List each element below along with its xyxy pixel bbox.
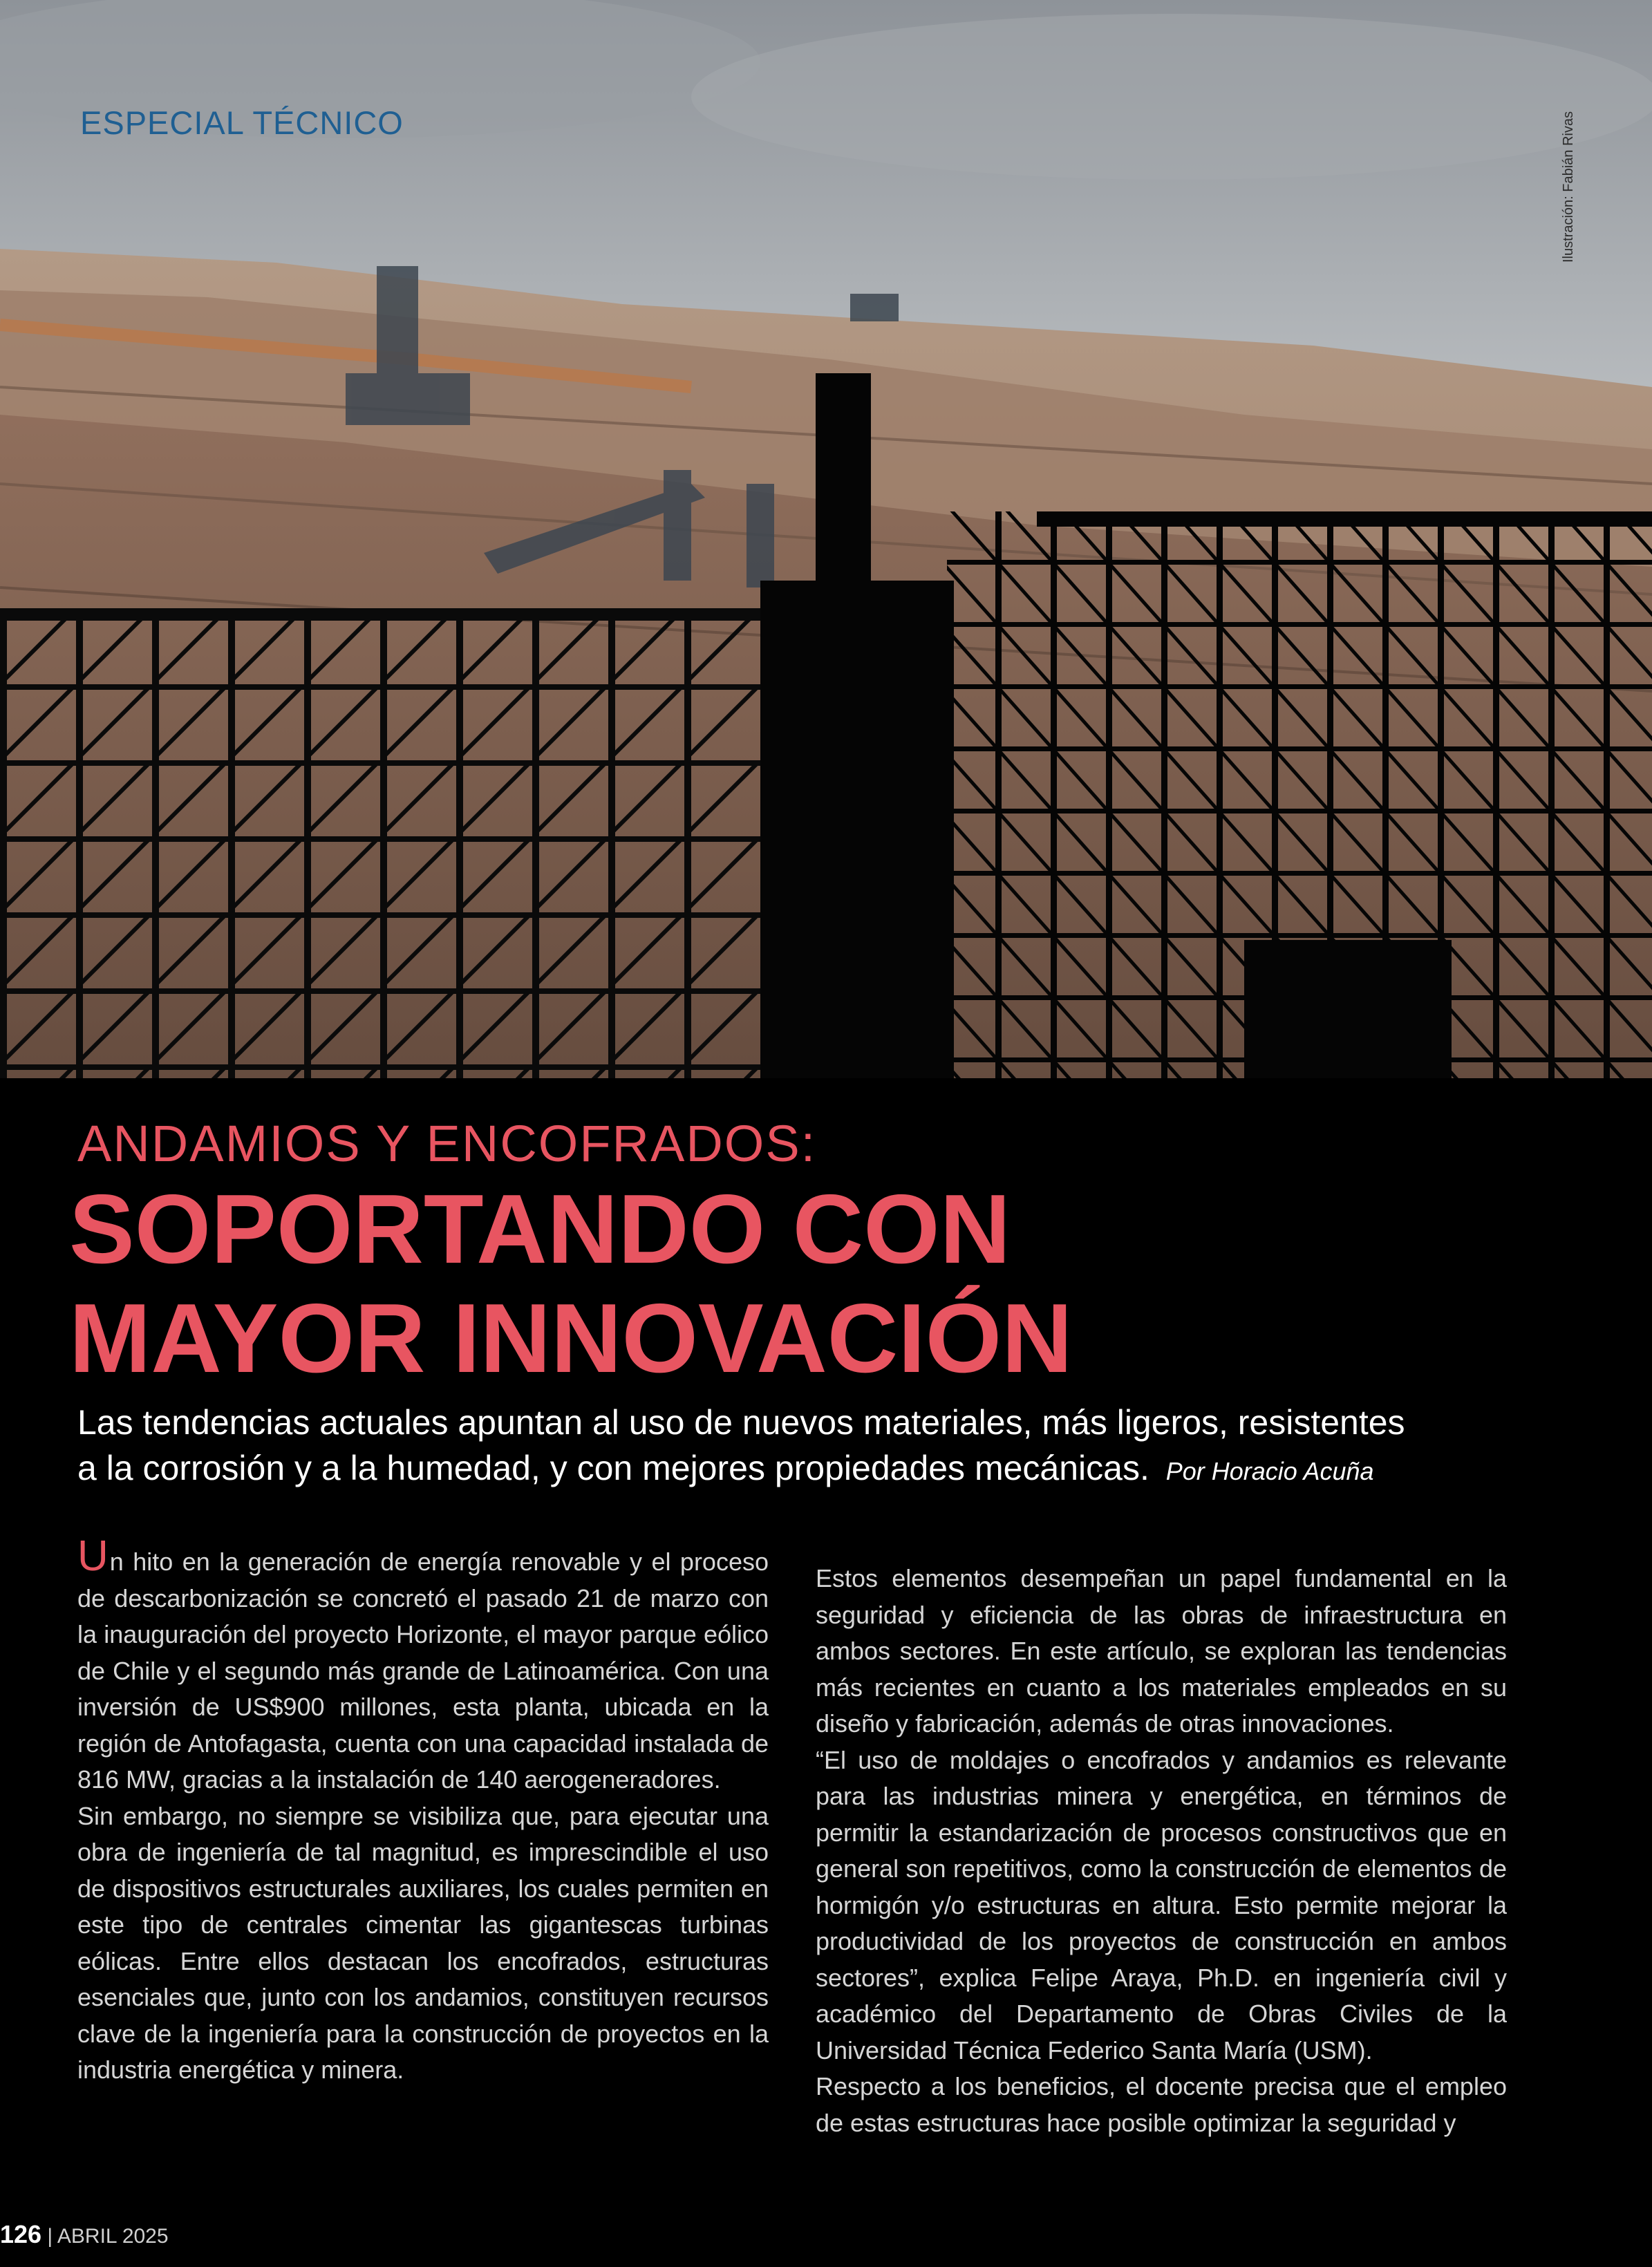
paragraph-text: n hito en la generación de energía renovable y el proceso de descarbonización se concretó el pasado 21 de marzo con la inauguración del proyecto Horizonte, el mayor parque eólico de Chile y el segundo más grande de Latinoamérica. Con una inversión de US$900 millones, esta planta, ubicada en la región de Antofagasta, cuenta con una capacidad instalada de 816 MW, gracias a la instalación de 140 aerogeneradores. [77,1548,769,1794]
deck-line-2: a la corrosión y a la humedad, y con mejores propiedades mecánicas. [77,1449,1149,1487]
section-label: ESPECIAL TÉCNICO [80,104,404,141]
article-headline [69,1175,1073,1393]
article-column-2 [816,1561,1507,2141]
photo-credit: Ilustración: Fabián Rivas [1561,111,1576,263]
byline: Por Horacio Acuña [1165,1457,1374,1485]
paragraph: “El uso de moldajes o encofrados y andamios es relevante para las industrias minera y energética, en términos de permitir la estandarización de procesos constructivos que en general son repetitivos, como la construcción de elementos de hormigón y/o estructuras en altura. Esto permite mejorar la productividad de los proyectos de construcción en ambos sectores”, explica Felipe Araya, Ph.D. en ingeniería civil y académico del Departamento de Obras Civiles de la Universidad Técnica Federico Santa María (USM). [816,1745,1507,2064]
issue-date: ABRIL 2025 [57,2225,169,2248]
page-number: 126 [0,2220,42,2248]
paragraph: Sin embargo, no siempre se visibiliza que, para ejecutar una obra de ingeniería de tal magnitud, es imprescindible el uso de dispositivos estructurales auxiliares, los cuales permiten en este tipo de centrales cimentar las gigantescas turbinas eólicas. Entre ellos destacan los encofrados, estructuras esenciales que, junto con los andamios, constituyen recursos clave de la ingeniería para la construcción de proyectos en la industria energética y minera. [77,1801,769,2084]
paragraph [77,1532,769,1798]
deck-line-1: Las tendencias actuales apuntan al uso de nuevos materiales, más ligeros, resistentes [77,1403,1405,1442]
headline-line-1: SOPORTANDO CON [69,1174,1011,1284]
headline-line-2: MAYOR INNOVACIÓN [69,1283,1073,1393]
article-kicker: ANDAMIOS Y ENCOFRADOS: [77,1115,817,1172]
article-deck [77,1400,1570,1494]
paragraph: Respecto a los beneficios, el docente precisa que el empleo de estas estructuras hace posible optimizar la seguridad y [816,2072,1507,2137]
paragraph: Estos elementos desempeñan un papel fundamental en la seguridad y eficiencia de las obras de infraestructura en ambos sectores. En este artículo, se exploran las tendencias más recientes en cuanto a los materiales empleados en su diseño y fabricación, además de otras innovaciones. [816,1564,1507,1738]
article-column-1 [77,1532,769,2089]
drop-cap: U [77,1532,109,1580]
footer-separator: | [41,2225,57,2248]
page-footer [0,2220,169,2249]
